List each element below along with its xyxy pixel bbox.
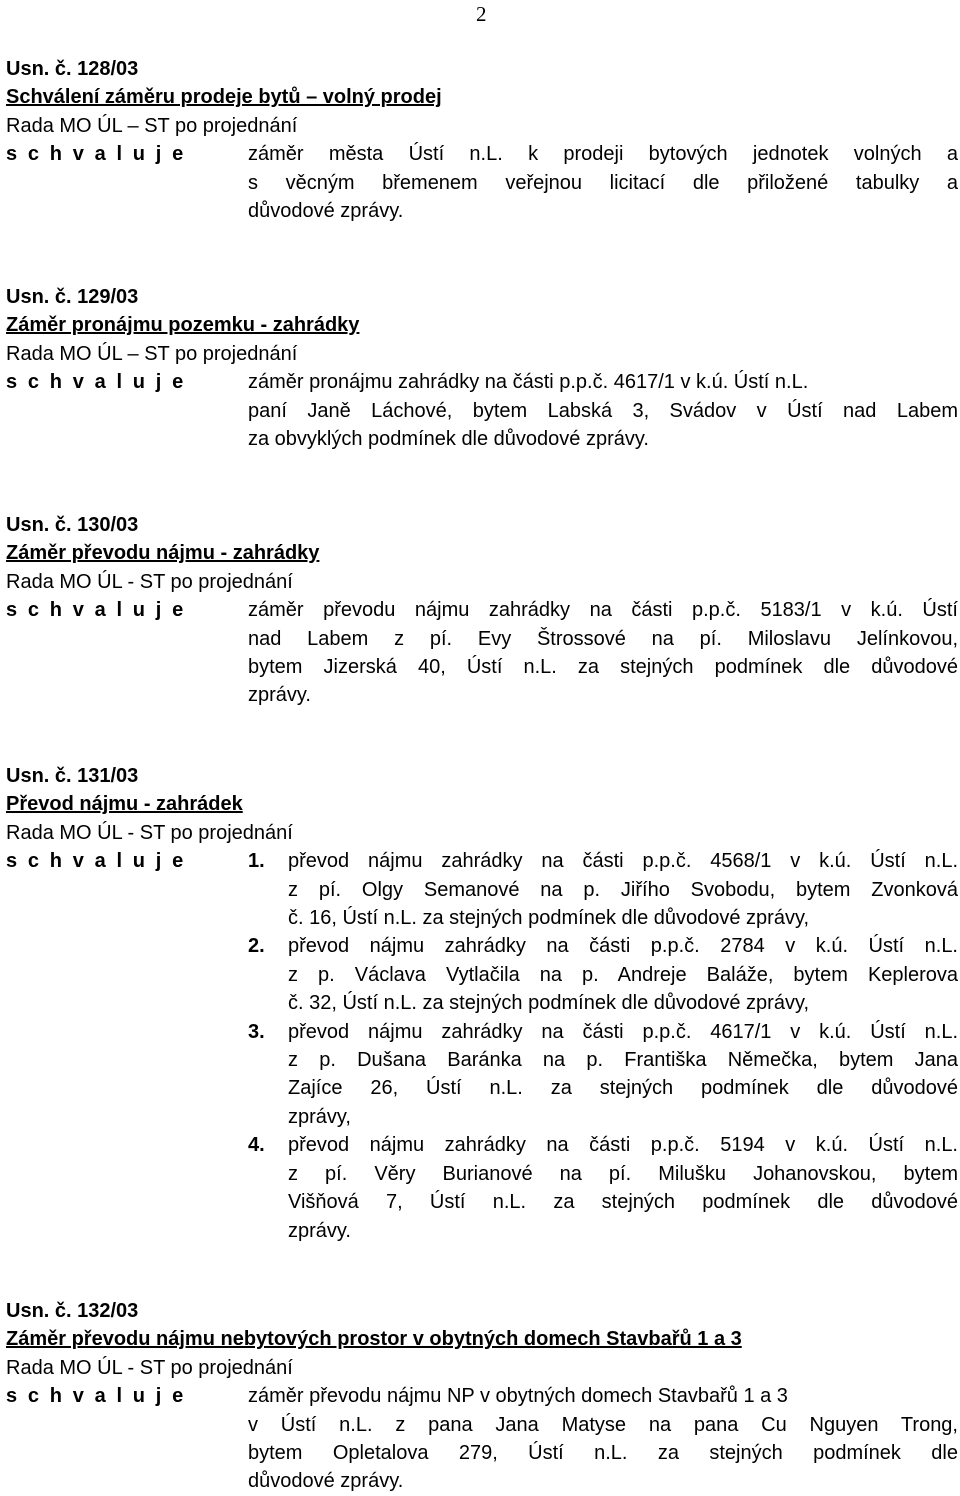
item-number: 1. xyxy=(248,850,265,873)
text-line: záměr města Ústí n.L. k prodeji bytových jednotek volných a xyxy=(248,143,958,166)
text-line: za obvyklých podmínek dle důvodové zprávy. xyxy=(248,428,649,451)
resolution-number: Usn. č. 132/03 xyxy=(6,1300,139,1322)
text-line: z p. Václava Vytlačila na p. Andreje Baláže, bytem Keplerova xyxy=(288,963,958,986)
text-line: z pí. Věry Burianové na pí. Milušku Johanovskou, bytem xyxy=(288,1162,958,1185)
text-line: zprávy, xyxy=(288,1105,351,1128)
text-line: s věcným břemenem veřejnou licitací dle přiložené tabulky a xyxy=(248,171,958,194)
item-number: 2. xyxy=(248,935,265,958)
resolution-129 xyxy=(6,283,958,453)
resolution-131 xyxy=(6,762,958,1245)
approves-verb: s c h v a l u j e xyxy=(6,143,186,166)
list-item xyxy=(248,1131,958,1245)
text-line: č. 32, Ústí n.L. za stejných podmínek dle důvodové zprávy, xyxy=(288,992,810,1015)
resolution-title: Záměr pronájmu pozemku - zahrádky xyxy=(6,314,360,337)
text-line: převod nájmu zahrádky na části p.p.č. 5194 v k.ú. Ústí n.L. xyxy=(288,1134,958,1157)
council-line: Rada MO ÚL - ST po projednání xyxy=(6,1356,293,1379)
list-item xyxy=(248,847,958,932)
resolution-132 xyxy=(6,1297,958,1496)
resolution-body xyxy=(6,140,958,225)
approves-verb: s c h v a l u j e xyxy=(6,850,186,873)
resolution-title: Převod nájmu - zahrádek xyxy=(6,793,243,816)
text-line: důvodové zprávy. xyxy=(248,1470,404,1493)
text-line: v Ústí n.L. z pana Jana Matyse na pana Cu Nguyen Trong, xyxy=(248,1413,958,1436)
text-line: důvodové zprávy. xyxy=(248,200,404,223)
resolution-number: Usn. č. 130/03 xyxy=(6,514,139,536)
text-line: bytem Jizerská 40, Ústí n.L. za stejných podmínek dle důvodové xyxy=(248,656,958,679)
page-number: 2 xyxy=(476,2,487,26)
resolution-items xyxy=(248,847,958,1245)
resolution-text xyxy=(248,596,958,710)
text-line: nad Labem z pí. Evy Štrossové na pí. Miloslavu Jelínkovou, xyxy=(248,627,958,650)
council-line: Rada MO ÚL - ST po projednání xyxy=(6,570,293,593)
council-line: Rada MO ÚL – ST po projednání xyxy=(6,342,298,365)
resolution-body xyxy=(6,596,958,710)
resolution-number: Usn. č. 131/03 xyxy=(6,765,139,787)
text-line: záměr pronájmu zahrádky na části p.p.č. 4617/1 v k.ú. Ústí n.L. xyxy=(248,371,809,394)
text-line: záměr převodu nájmu NP v obytných domech Stavbařů 1 a 3 xyxy=(248,1385,788,1408)
text-line: z pí. Olgy Semanové na p. Jiřího Svobodu, bytem Zvonková xyxy=(288,878,958,901)
text-line: bytem Opletalova 279, Ústí n.L. za stejných podmínek dle xyxy=(248,1442,958,1465)
list-item xyxy=(248,1018,958,1132)
resolution-title: Schválení záměru prodeje bytů – volný prodej xyxy=(6,86,442,109)
text-line: Zajíce 26, Ústí n.L. za stejných podmínek dle důvodové xyxy=(288,1077,958,1100)
resolution-body xyxy=(6,368,958,453)
resolution-title: Záměr převodu nájmu - zahrádky xyxy=(6,542,320,565)
resolution-title: Záměr převodu nájmu nebytových prostor v obytných domech Stavbařů 1 a 3 xyxy=(6,1328,742,1351)
resolution-number: Usn. č. 129/03 xyxy=(6,286,139,308)
text-line: převod nájmu zahrádky na části p.p.č. 4568/1 v k.ú. Ústí n.L. xyxy=(288,850,958,873)
approves-verb: s c h v a l u j e xyxy=(6,371,186,394)
resolution-text xyxy=(248,1382,958,1496)
resolution-130 xyxy=(6,511,958,710)
council-line: Rada MO ÚL - ST po projednání xyxy=(6,821,293,844)
resolution-text xyxy=(248,140,958,225)
text-line: převod nájmu zahrádky na části p.p.č. 4617/1 v k.ú. Ústí n.L. xyxy=(288,1020,958,1043)
approves-verb: s c h v a l u j e xyxy=(6,599,186,622)
text-line: č. 16, Ústí n.L. za stejných podmínek dle důvodové zprávy, xyxy=(288,907,810,930)
item-number: 4. xyxy=(248,1134,265,1157)
text-line: Višňová 7, Ústí n.L. za stejných podmínek dle důvodové xyxy=(288,1191,958,1214)
resolution-text xyxy=(248,368,958,453)
text-line: zprávy. xyxy=(248,684,311,707)
text-line: záměr převodu nájmu zahrádky na části p.p.č. 5183/1 v k.ú. Ústí xyxy=(248,599,958,622)
council-line: Rada MO ÚL – ST po projednání xyxy=(6,114,298,137)
approves-verb: s c h v a l u j e xyxy=(6,1385,186,1408)
resolution-number: Usn. č. 128/03 xyxy=(6,58,139,80)
resolution-128 xyxy=(6,55,958,225)
text-line: paní Janě Láchové, bytem Labská 3, Svádov v Ústí nad Labem xyxy=(248,399,958,422)
resolution-body xyxy=(6,1382,958,1496)
item-number: 3. xyxy=(248,1020,265,1043)
text-line: zprávy. xyxy=(288,1219,351,1242)
list-item xyxy=(248,932,958,1017)
text-line: převod nájmu zahrádky na části p.p.č. 2784 v k.ú. Ústí n.L. xyxy=(288,935,958,958)
resolution-body xyxy=(6,847,958,1245)
text-line: z p. Dušana Baránka na p. Františka Němečka, bytem Jana xyxy=(288,1049,958,1072)
